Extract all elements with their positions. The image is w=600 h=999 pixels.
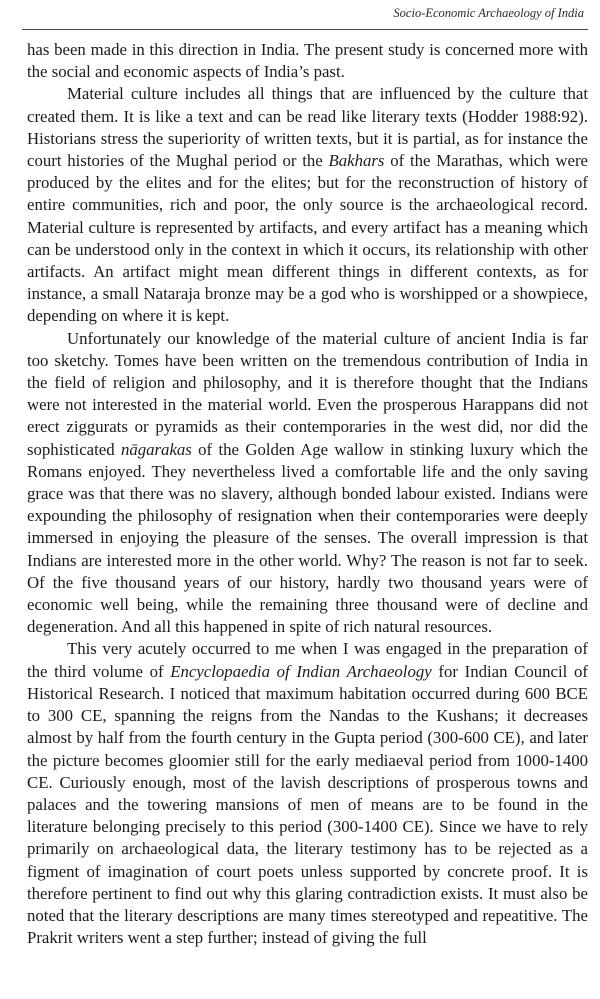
text-run: This very acutely occurred to me when I was engaged in the preparation of the third volume of [27,639,588,681]
running-header: Socio-Economic Archaeology of India [393,6,584,20]
paragraph [27,638,588,949]
text-run: of the Golden Age wallow in stinking luxury which the Romans enjoyed. They nevertheless lived a comfortable life and the only saving grace was that there was no slavery, although bonded labour existed. Indians were expounding the philosophy of resignation when their contemporaries were deeply immersed in enjoying the pleasure of the senses. The overall impression is that Indians are interested more in the other world. Why? The reason is not far to seek. Of the five thousand years of our history, hardly two thousand years were of economic well being, while the remaining three thousand were of decline and degeneration. And all this happened in spite of rich natural resources. [27,439,588,637]
text-run: for Indian Council of Historical Research. I noticed that maximum habitation occurred during 600 BCE to 300 CE, spanning the reigns from the Nandas to the Kushans; it decreases almost by half from the fourth century in the Gupta period (300-600 CE), and later the picture becomes gloomier still for the early mediaeval period from 1000-1400 CE. Curiously enough, most of the lavish descriptions of prosperous towns and palaces and the towering mansions of men of means are to be found in the literature belonging precisely to this period (300-1400 CE). Since we have to rely primarily on archaeological data, the literary testimony has to be rejected as a figment of imagination of court poets unless supported by concrete proof. It is therefore pertinent to find out why this glaring contradiction exists. It must also be noted that the literary descriptions are many times stereotyped and repeatitive. The Prakrit writers went a step further; instead of giving the full [27,661,588,948]
italic-term: Bakhars [328,151,385,171]
paragraph [27,328,588,639]
paragraph [27,39,588,83]
text-run: Material culture includes all things that are influenced by the culture that created them. It is like a text and can be read like literary texts (Hodder 1988:92). Historians stress the superiority of written texts, but it is partial, as for instance the court histories of the Mughal period or the [27,84,588,171]
italic-term: nāgarakas [120,439,192,459]
text-run: has been made in this direction in India. The present study is concerned more with the social and economic aspects of India’s past. [27,40,588,82]
body-text [27,39,588,949]
italic-term: Encyclopaedia of Indian Archaeology [170,661,432,681]
text-run: of the Marathas, which were produced by the elites and for the elites; but for the reconstruction of history of entire communities, rich and poor, the only source is the archaeological record. Material culture is represented by artifacts, and every artifact has a meaning which can be understood only in the context in which it occurs, its relationship with other artifacts. An artifact might mean different things in different contexts, as for instance, a small Nataraja bronze may be a god who is worshipped or a showpiece, depending on where it is kept. [27,151,588,326]
header-rule [22,29,588,30]
paragraph [27,83,588,327]
text-run: Unfortunately our knowledge of the material culture of ancient India is far too sketchy. Tomes have been written on the tremendous contribution of India in the field of religion and philosophy, and it is therefore thought that the Indians were not interested in the material world. Even the prosperous Harappans did not erect ziggurats or pyramids as their contemporaries in the west did, nor did the sophisticated [27,328,588,459]
